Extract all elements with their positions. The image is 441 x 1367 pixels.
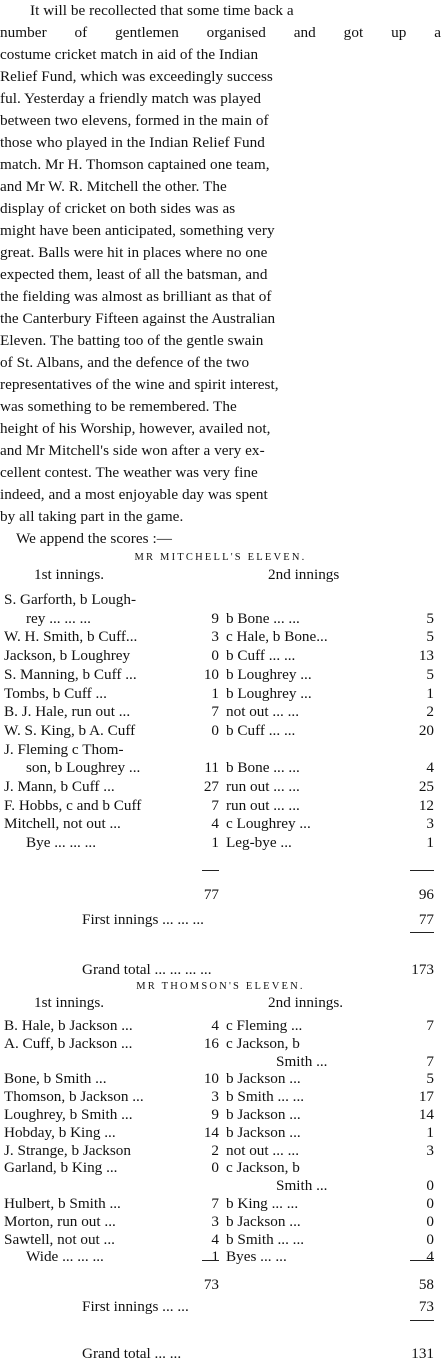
second-innings-header: 2nd innings. [268,994,344,1011]
team-heading: MR THOMSON'S ELEVEN. [136,981,305,992]
runs-first-innings: 9 [211,610,219,627]
dismissal-second-innings: b Smith ... ... [226,1088,305,1105]
runs-first-innings: 10 [203,666,219,683]
second-innings-total: 58 [418,1276,434,1293]
first-innings-total: 73 [203,1276,219,1293]
grand-total-value: 131 [411,1345,434,1362]
runs-second-innings: 5 [426,628,434,645]
runs-first-innings: 2 [211,1142,219,1159]
batsman-first-innings: A. Cuff, b Jackson ... [4,1035,133,1052]
runs-second-innings: 13 [418,647,434,664]
article-line: display of cricket on both sides was as [0,200,236,217]
dismissal-second-innings: b Jackson ... [226,1106,301,1123]
grand-total-rule [410,932,434,933]
dismissal-second-innings: run out ... ... [226,797,300,814]
article-line: those who played in the Indian Relief Fund [0,134,265,151]
batsman-first-innings: J. Mann, b Cuff ... [4,778,115,795]
dismissal-second-innings: b Bone ... ... [226,610,300,627]
runs-first-innings: 16 [203,1035,219,1052]
runs-first-innings: 14 [203,1124,219,1141]
grand-total-value: 173 [411,961,434,978]
article-line: by all taking part in the game. [0,508,184,525]
article-line: expected them, least of all the batsman, and [0,266,268,283]
article-line: indeed, and a most enjoyable day was spent [0,486,268,503]
article-line: the fielding was almost as brilliant as that of [0,288,272,305]
batsman-first-innings: Tombs, b Cuff ... [4,685,107,702]
dismissal-second-innings: b Cuff ... ... [226,722,296,739]
runs-second-innings: 0 [426,1195,434,1212]
batsman-first-innings: rey ... ... ... [26,610,91,627]
article-line: and Mr W. R. Mitchell the other. The [0,178,227,195]
runs-second-innings: 7 [426,1053,434,1070]
first-innings-header: 1st innings. [34,566,105,583]
batsman-first-innings: W. S. King, b A. Cuff [4,722,136,739]
runs-second-innings: 7 [426,1017,434,1034]
dismissal-second-innings: not out ... ... [226,703,299,720]
article-line: height of his Worship, however, availed not, [0,420,271,437]
runs-first-innings: 4 [211,1231,219,1248]
runs-first-innings: 27 [203,778,219,795]
dismissal-second-innings: c Hale, b Bone... [226,628,328,645]
runs-first-innings: 3 [211,1088,219,1105]
batsman-first-innings: W. H. Smith, b Cuff... [4,628,138,645]
dismissal-second-innings: b Jackson ... [226,1124,301,1141]
dismissal-second-innings: not out ... ... [226,1142,299,1159]
dismissal-second-innings: b Jackson ... [226,1070,301,1087]
batsman-first-innings: Bone, b Smith ... [4,1070,107,1087]
runs-first-innings: 0 [211,722,219,739]
article-line: great. Balls were hit in places where no one [0,244,268,261]
article-line: representatives of the wine and spirit interest, [0,376,279,393]
runs-second-innings: 4 [426,759,434,776]
batsman-first-innings: Loughrey, b Smith ... [4,1106,133,1123]
grand-total-label: Grand total ... ... ... ... [82,961,212,978]
runs-second-innings: 5 [426,666,434,683]
dismissal-second-innings: b Jackson ... [226,1213,301,1230]
first-innings-label: First innings ... ... ... [82,911,204,928]
batsman-first-innings: Hulbert, b Smith ... [4,1195,121,1212]
dismissal-second-innings: run out ... ... [226,778,300,795]
article-line: match. Mr H. Thomson captained one team, [0,156,270,173]
runs-first-innings: 1 [211,1248,219,1265]
dismissal-second-innings: Smith ... [276,1177,328,1194]
article-line: the Canterbury Fifteen against the Australian [0,310,276,327]
second-innings-header: 2nd innings [268,566,340,583]
dismissal-second-innings: b Bone ... ... [226,759,300,776]
runs-second-innings: 17 [418,1088,434,1105]
runs-second-innings: 5 [426,1070,434,1087]
runs-first-innings: 0 [211,1159,219,1176]
article-line: Relief Fund, which was exceedingly success [0,68,273,85]
batsman-first-innings: B. J. Hale, run out ... [4,703,131,720]
runs-second-innings: 1 [426,1124,434,1141]
article-line: and Mr Mitchell's side won after a very ex- [0,442,265,459]
runs-first-innings: 4 [211,815,219,832]
batsman-first-innings: F. Hobbs, c and b Cuff [4,797,142,814]
batsman-first-innings: J. Fleming c Thom- [4,741,124,758]
runs-first-innings: 7 [211,1195,219,1212]
runs-second-innings: 5 [426,610,434,627]
runs-first-innings: 3 [211,628,219,645]
dismissal-second-innings: Smith ... [276,1053,328,1070]
article-line: cellent contest. The weather was very fine [0,464,258,481]
batsman-first-innings: B. Hale, b Jackson ... [4,1017,133,1034]
runs-second-innings: 4 [426,1248,434,1265]
dismissal-second-innings: b Loughrey ... [226,666,312,683]
first-innings-label: First innings ... ... [82,1298,189,1315]
runs-first-innings: 10 [203,1070,219,1087]
first-innings-value: 77 [418,911,434,928]
runs-second-innings: 1 [426,834,434,851]
first-innings-value: 73 [418,1298,434,1315]
article-line: was something to be remembered. The [0,398,237,415]
article-line: number of gentlemen organised and got up a [0,24,441,41]
batsman-first-innings: S. Manning, b Cuff ... [4,666,137,683]
grand-total-rule [410,1320,434,1321]
runs-first-innings: 9 [211,1106,219,1123]
dismissal-second-innings: c Jackson, b [226,1035,300,1052]
batsman-first-innings: Bye ... ... ... [26,834,97,851]
dismissal-second-innings: b Smith ... ... [226,1231,305,1248]
first-innings-header: 1st innings. [34,994,105,1011]
runs-first-innings: 7 [211,797,219,814]
batsman-first-innings: Jackson, b Loughrey [4,647,131,664]
scores-intro: We append the scores :— [16,530,172,547]
batsman-first-innings: Garland, b King ... [4,1159,118,1176]
batsman-first-innings: Wide ... ... ... [26,1248,104,1265]
dismissal-second-innings: Byes ... ... [226,1248,287,1265]
runs-second-innings: 3 [426,815,434,832]
runs-second-innings: 12 [418,797,434,814]
total-rule [202,1260,219,1261]
runs-second-innings: 2 [426,703,434,720]
dismissal-second-innings: c Fleming ... [226,1017,303,1034]
dismissal-second-innings: b Cuff ... ... [226,647,296,664]
runs-first-innings: 11 [204,759,219,776]
runs-first-innings: 1 [211,834,219,851]
article-line: between two elevens, formed in the main of [0,112,269,129]
grand-total-label: Grand total ... ... [82,1345,182,1362]
dismissal-second-innings: c Loughrey ... [226,815,311,832]
total-rule [202,870,219,871]
batsman-first-innings: Hobday, b King ... [4,1124,116,1141]
runs-second-innings: 1 [426,685,434,702]
total-rule [410,870,434,871]
article-line: costume cricket match in aid of the Indian [0,46,259,63]
runs-second-innings: 0 [426,1177,434,1194]
batsman-first-innings: Thomson, b Jackson ... [4,1088,144,1105]
runs-first-innings: 7 [211,703,219,720]
dismissal-second-innings: b Loughrey ... [226,685,312,702]
dismissal-second-innings: b King ... ... [226,1195,299,1212]
total-rule [410,1260,434,1261]
batsman-first-innings: J. Strange, b Jackson [4,1142,131,1159]
runs-second-innings: 25 [418,778,434,795]
runs-first-innings: 1 [211,685,219,702]
runs-second-innings: 14 [418,1106,434,1123]
article-line: Eleven. The batting too of the gentle swain [0,332,264,349]
batsman-first-innings: Mitchell, not out ... [4,815,121,832]
first-innings-total: 77 [203,886,219,903]
runs-second-innings: 0 [426,1213,434,1230]
batsman-first-innings: son, b Loughrey ... [26,759,141,776]
batsman-first-innings: Morton, run out ... [4,1213,116,1230]
team-heading: MR MITCHELL'S ELEVEN. [134,552,307,563]
second-innings-total: 96 [418,886,434,903]
runs-first-innings: 0 [211,647,219,664]
dismissal-second-innings: c Jackson, b [226,1159,300,1176]
dismissal-second-innings: Leg-bye ... [226,834,292,851]
batsman-first-innings: Sawtell, not out ... [4,1231,115,1248]
article-line: of St. Albans, and the defence of the two [0,354,250,371]
article-line: It will be recollected that some time back a [30,2,294,19]
runs-first-innings: 3 [211,1213,219,1230]
article-line: ful. Yesterday a friendly match was played [0,90,262,107]
runs-second-innings: 3 [426,1142,434,1159]
article-line: might have been anticipated, something very [0,222,275,239]
runs-first-innings: 4 [211,1017,219,1034]
runs-second-innings: 0 [426,1231,434,1248]
batsman-first-innings: S. Garforth, b Lough- [4,591,137,608]
runs-second-innings: 20 [418,722,434,739]
